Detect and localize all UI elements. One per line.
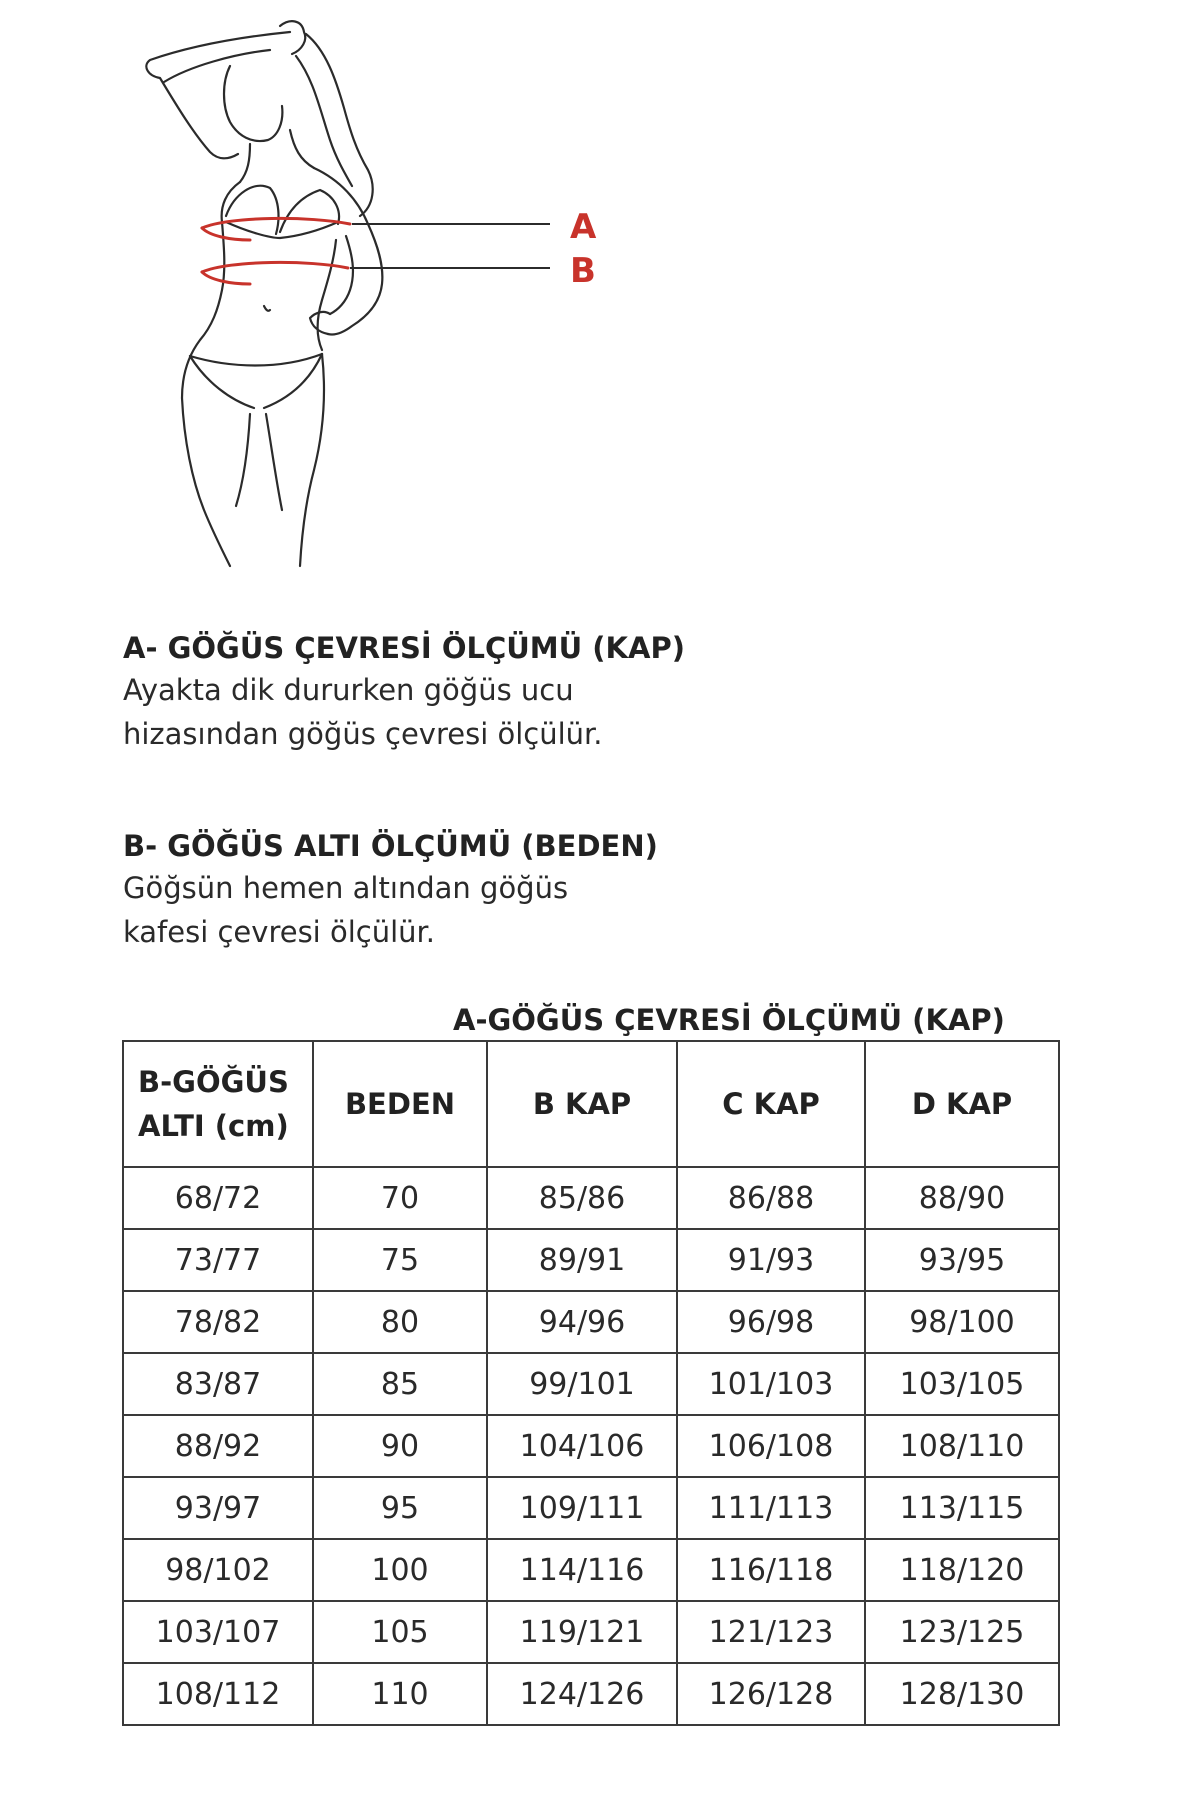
size-table [122, 1040, 1060, 1726]
figure-right-hand [310, 312, 330, 334]
cell-size: 90 [313, 1415, 487, 1477]
table-row [123, 1477, 1059, 1539]
cell-b-cup: 119/121 [487, 1601, 677, 1663]
table-row [123, 1663, 1059, 1725]
cell-underbust: 78/82 [123, 1291, 313, 1353]
cell-size: 80 [313, 1291, 487, 1353]
cell-d-cup: 113/115 [865, 1477, 1059, 1539]
cell-size: 95 [313, 1477, 487, 1539]
section-b-text-line2: kafesi çevresi ölçülür. [123, 915, 435, 949]
cell-underbust: 73/77 [123, 1229, 313, 1291]
cell-size: 85 [313, 1353, 487, 1415]
cell-c-cup: 96/98 [677, 1291, 865, 1353]
cell-c-cup: 121/123 [677, 1601, 865, 1663]
cell-b-cup: 124/126 [487, 1663, 677, 1725]
header-b-cup: B KAP [487, 1041, 677, 1167]
cell-underbust: 93/97 [123, 1477, 313, 1539]
measure-band-b-back [202, 272, 250, 284]
cell-c-cup: 106/108 [677, 1415, 865, 1477]
figure-left-leg-inner [236, 414, 250, 506]
cell-underbust: 103/107 [123, 1601, 313, 1663]
cell-b-cup: 114/116 [487, 1539, 677, 1601]
figure-raised-arm-inner [164, 50, 270, 82]
cell-c-cup: 101/103 [677, 1353, 865, 1415]
header-underbust-line2: ALTI (cm) [138, 1109, 289, 1143]
cell-d-cup: 103/105 [865, 1353, 1059, 1415]
figure-right-leg-inner [266, 414, 282, 510]
cell-d-cup: 123/125 [865, 1601, 1059, 1663]
cell-b-cup: 85/86 [487, 1167, 677, 1229]
table-row [123, 1539, 1059, 1601]
cell-c-cup: 111/113 [677, 1477, 865, 1539]
figure-right-arm-inner [330, 236, 353, 314]
table-header-row [123, 1041, 1059, 1167]
marker-a-label: A [570, 207, 597, 247]
cell-underbust: 88/92 [123, 1415, 313, 1477]
header-d-cup: D KAP [865, 1041, 1059, 1167]
cell-b-cup: 104/106 [487, 1415, 677, 1477]
figure-hair [306, 34, 373, 216]
figure-left-leg [182, 398, 230, 566]
header-underbust-line1: B-GÖĞÜS [138, 1065, 289, 1099]
figure-hair-inner [296, 56, 352, 186]
cell-underbust: 68/72 [123, 1167, 313, 1229]
header-underbust [123, 1041, 313, 1167]
cell-c-cup: 91/93 [677, 1229, 865, 1291]
figure-right-leg [300, 354, 324, 566]
table-row [123, 1167, 1059, 1229]
cell-d-cup: 128/130 [865, 1663, 1059, 1725]
section-b-text-line1: Göğsün hemen altından göğüs [123, 871, 569, 905]
header-c-cup: C KAP [677, 1041, 865, 1167]
body-measurement-illustration [130, 10, 630, 610]
figure-navel [264, 306, 270, 311]
cell-c-cup: 86/88 [677, 1167, 865, 1229]
cell-c-cup: 116/118 [677, 1539, 865, 1601]
section-band-measurement [123, 826, 823, 954]
table-row [123, 1415, 1059, 1477]
header-size: BEDEN [313, 1041, 487, 1167]
cell-b-cup: 99/101 [487, 1353, 677, 1415]
figure-neck-right [290, 130, 314, 168]
section-a-text-line1: Ayakta dik dururken göğüs ucu [123, 673, 574, 707]
section-cup-measurement [123, 628, 823, 756]
table-row [123, 1601, 1059, 1663]
table-row [123, 1353, 1059, 1415]
cell-d-cup: 93/95 [865, 1229, 1059, 1291]
cell-underbust: 83/87 [123, 1353, 313, 1415]
cell-size: 110 [313, 1663, 487, 1725]
cell-size: 75 [313, 1229, 487, 1291]
section-a-heading: A- GÖĞÜS ÇEVRESİ ÖLÇÜMÜ (KAP) [123, 631, 685, 665]
cell-underbust: 98/102 [123, 1539, 313, 1601]
cell-b-cup: 109/111 [487, 1477, 677, 1539]
cell-b-cup: 89/91 [487, 1229, 677, 1291]
cell-d-cup: 108/110 [865, 1415, 1059, 1477]
cell-d-cup: 98/100 [865, 1291, 1059, 1353]
figure-hand [280, 21, 305, 54]
section-b-heading: B- GÖĞÜS ALTI ÖLÇÜMÜ (BEDEN) [123, 829, 658, 863]
table-row [123, 1291, 1059, 1353]
cell-size: 105 [313, 1601, 487, 1663]
table-row [123, 1229, 1059, 1291]
cell-size: 70 [313, 1167, 487, 1229]
marker-b-label: B [570, 251, 596, 291]
cell-underbust: 108/112 [123, 1663, 313, 1725]
figure-bikini-waist [190, 354, 322, 366]
cell-b-cup: 94/96 [487, 1291, 677, 1353]
cell-d-cup: 118/120 [865, 1539, 1059, 1601]
figure-torso-left [182, 182, 240, 398]
figure-neck [240, 144, 250, 182]
size-table-caption: A-GÖĞÜS ÇEVRESİ ÖLÇÜMÜ (KAP) [453, 1003, 1005, 1037]
cell-d-cup: 88/90 [865, 1167, 1059, 1229]
cell-size: 100 [313, 1539, 487, 1601]
cell-c-cup: 126/128 [677, 1663, 865, 1725]
figure-face [224, 66, 282, 141]
figure-bra-left-cup [226, 186, 278, 234]
section-a-text-line2: hizasından göğüs çevresi ölçülür. [123, 717, 603, 751]
